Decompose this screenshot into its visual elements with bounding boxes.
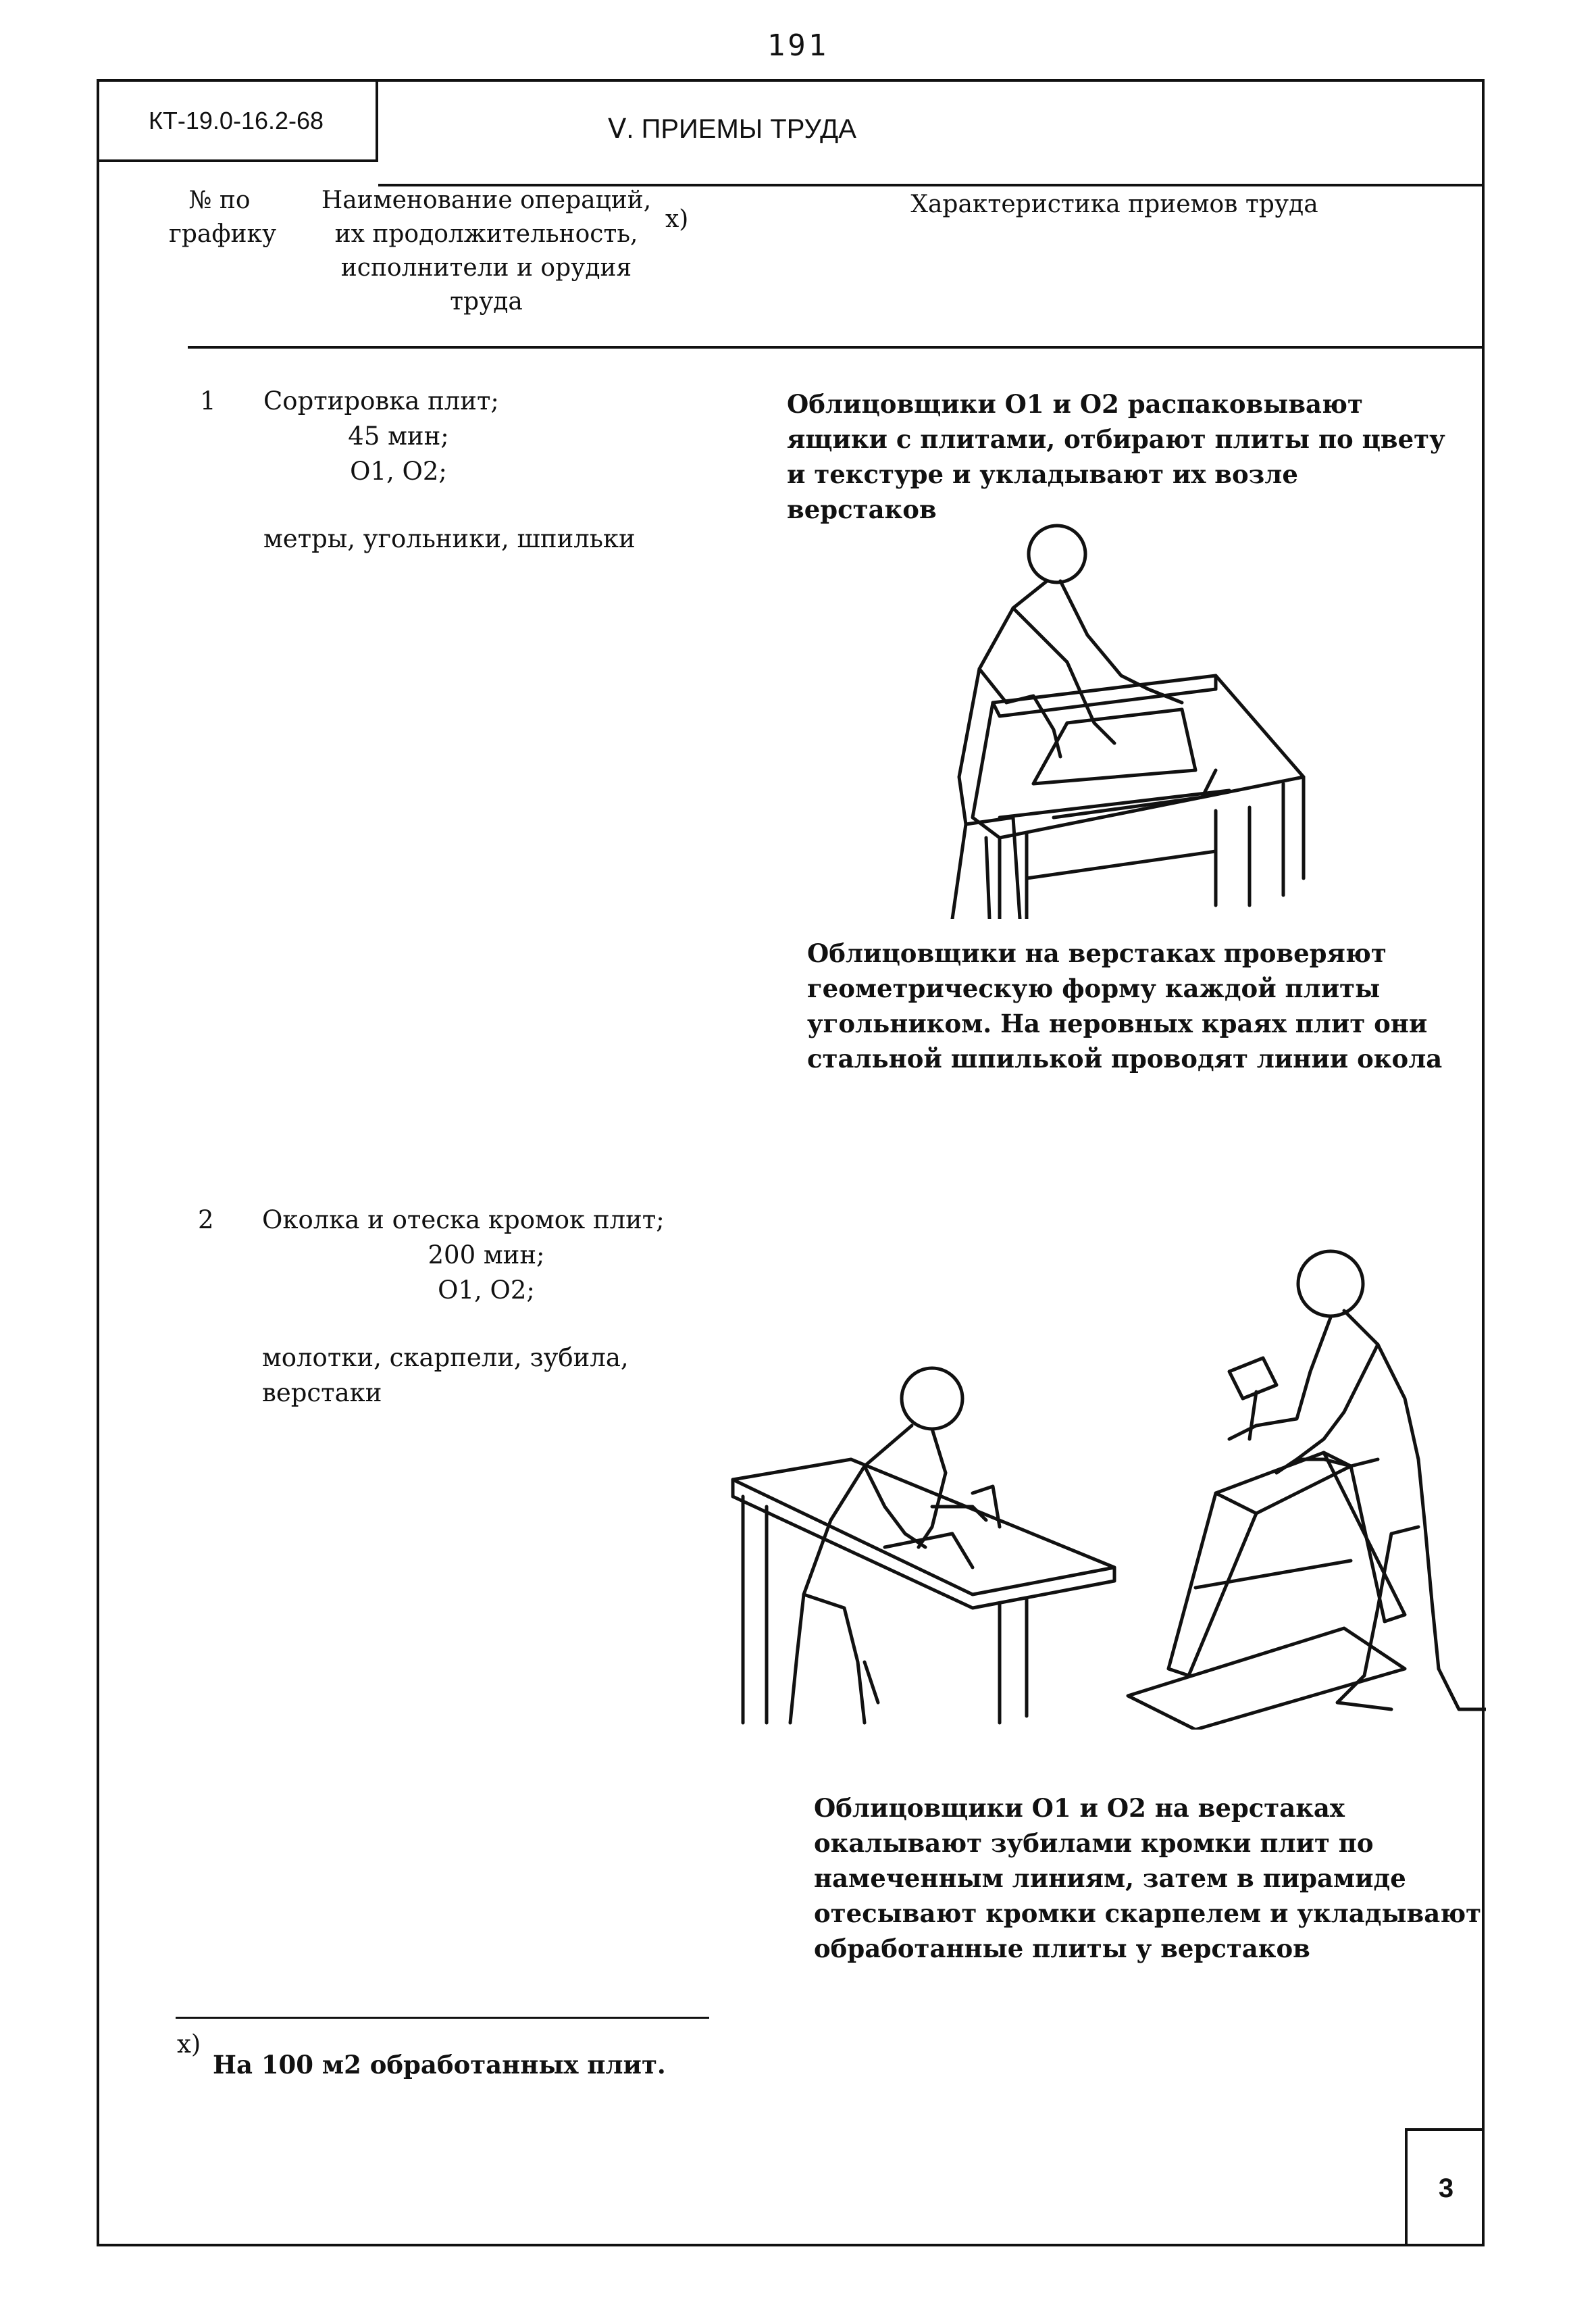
operation-2-number: 2 [198,1205,214,1234]
operation-1-number: 1 [200,386,216,416]
footnote-text: На 100 м2 обработанных плит. [213,2050,666,2080]
section-title: Ⅴ. ПРИЕМЫ ТРУДА [608,114,856,144]
header-col-number: № по графику [169,186,277,248]
operation-2-workers: O1, O2; [438,1276,535,1305]
operation-1-workers: O1, O2; [350,457,447,486]
operation-2-tools: молотки, скарпели, зубила, верстаки [262,1343,629,1407]
footnote-mark: x) [177,2030,201,2059]
document-code: КТ-19.0-16.2-68 [97,79,378,162]
header-col-operation: Наименование операций, их продолжительность, исполнители и орудия труда [321,186,652,316]
operation-2-name: Околка и отеска кромок плит; [262,1205,665,1234]
worker-chiseling-at-workbench-illustration [729,1351,1121,1730]
footnote-rule [176,2017,709,2019]
operation-1-description-2: Облицовщики на верстаках проверяют геометрическую форму каждой плиты угольником. На неровных краях плит они стальной шпилькой проводят линии окола [807,938,1443,1074]
worker-hewing-tile-on-pyramid-illustration [1121,1236,1486,1730]
worker-at-workbench-sorting-illustration [898,500,1317,919]
header-col-characteristic: Характеристика приемов труда [910,191,1318,218]
operation-1-description: Облицовщики O1 и O2 распаковывают ящики с плитами, отбирают плиты по цвету и текстуре и укладывают их возле верстаков [787,389,1445,524]
sheet-number: 3 [1405,2128,1485,2246]
page-number: 191 [767,28,829,63]
operation-2-description: Облицовщики O1 и O2 на верстаках окалывают зубилами кромки плит по намеченным линиям, затем в пирамиде отесывают кромки скарпелем и укладывают обработанные плиты у верстаков [814,1793,1482,1963]
operation-1-tools: метры, угольники, шпильки [263,524,636,553]
operation-2-duration: 200 мин; [428,1240,545,1269]
operation-1-duration: 45 мин; [348,422,449,451]
header-bottom-rule [188,346,1485,349]
header-footnote-mark: x) [665,205,689,233]
operation-1-name: Сортировка плит; [263,386,499,416]
